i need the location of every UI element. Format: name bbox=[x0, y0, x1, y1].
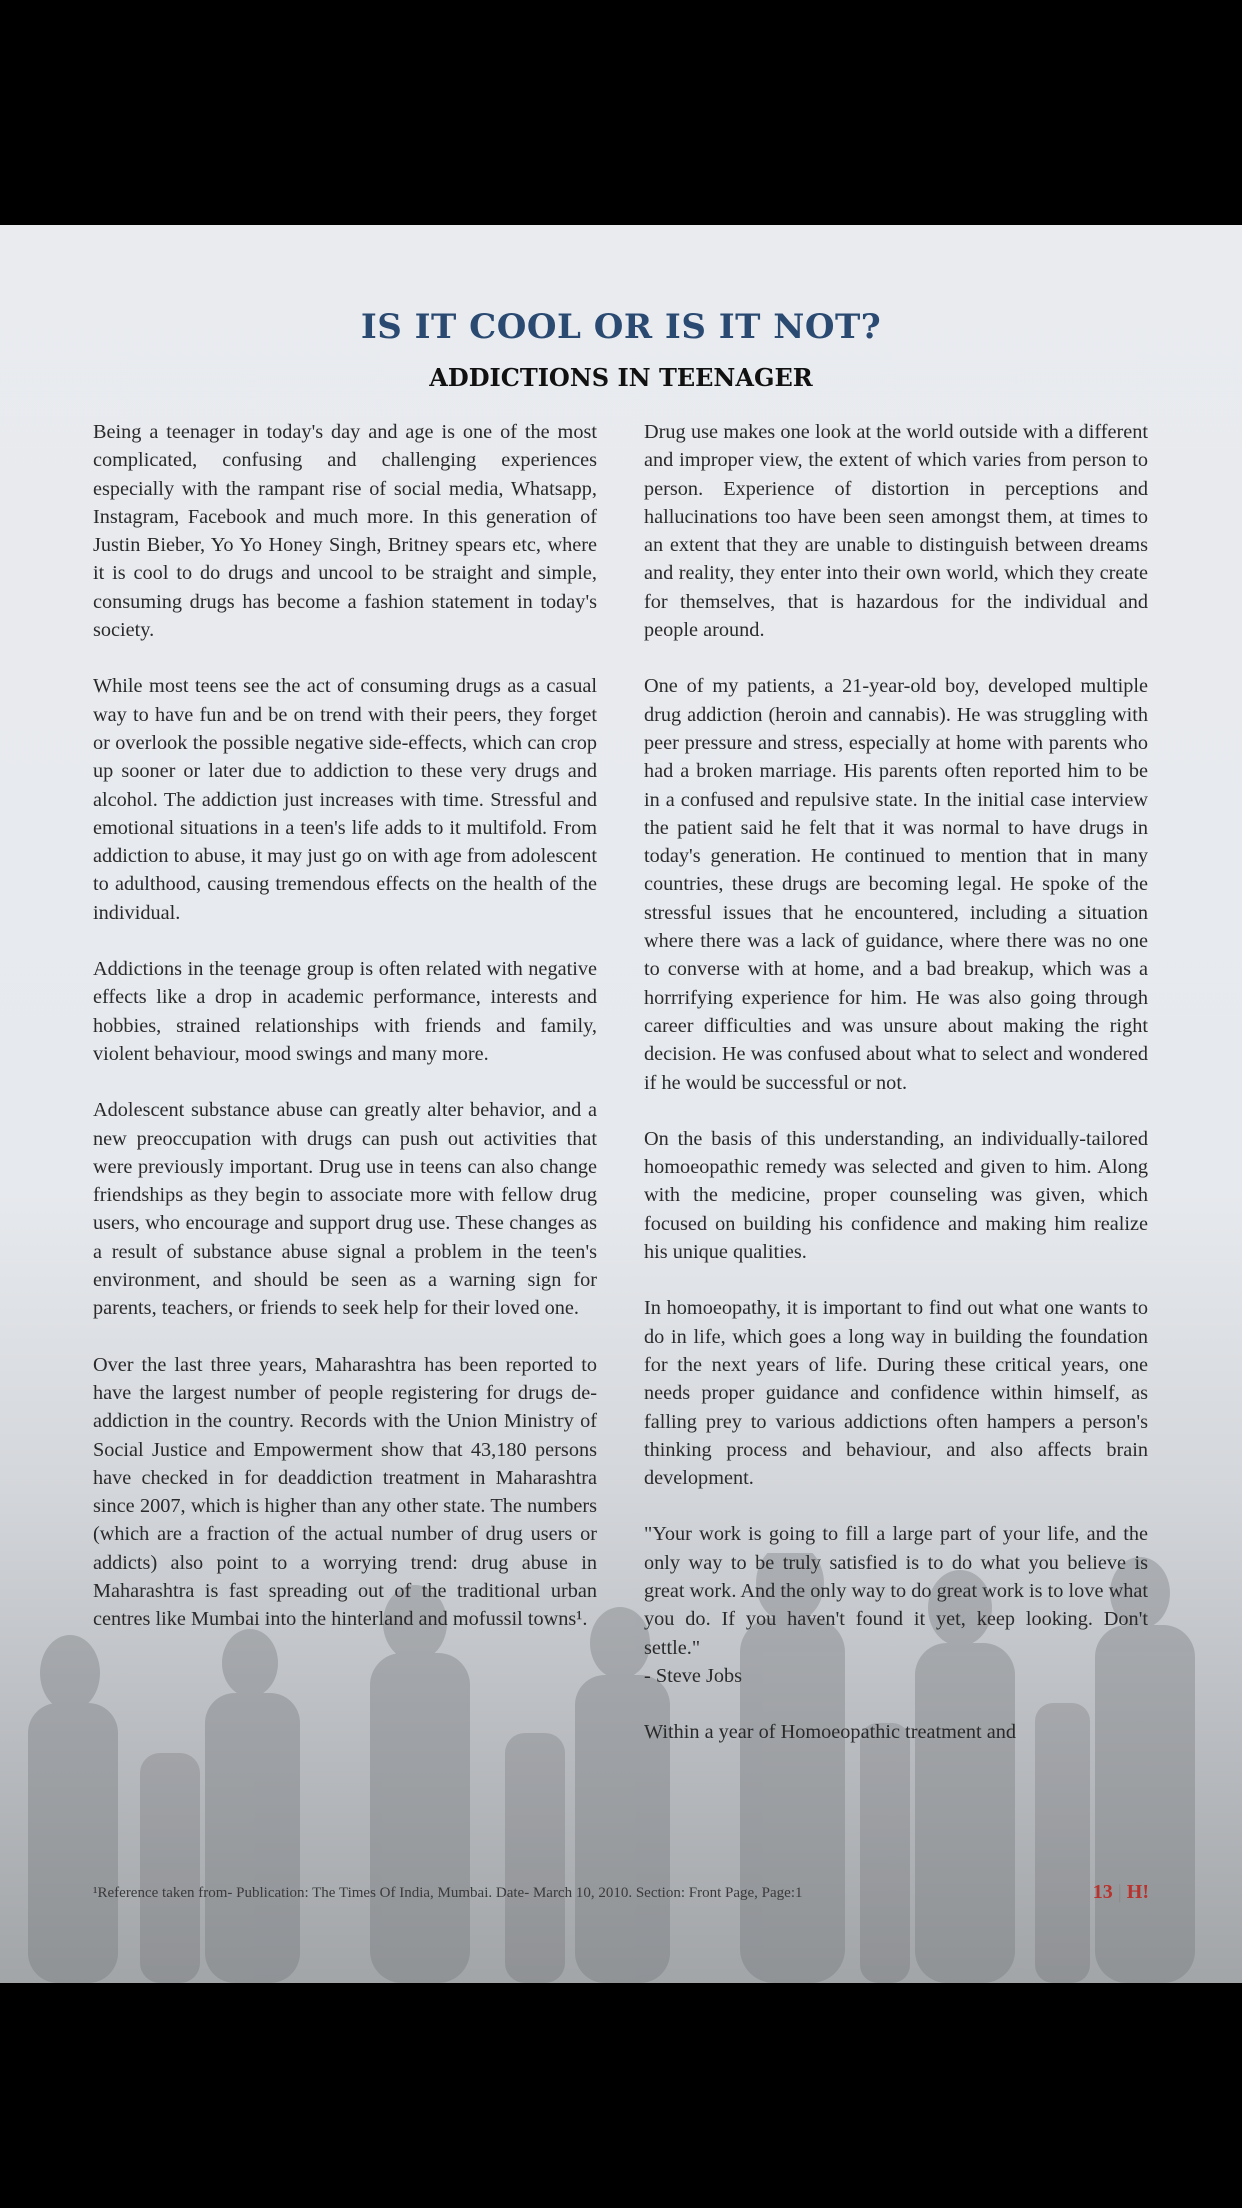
paragraph: One of my patients, a 21-year-old boy, developed multiple drug addiction (heroin and cannabis). He was struggling with peer pressure and stress, especially at home with parents who had a broken marriage. His parents often reported him to be in a confused and repulsive state. In the initial case interview the patient said he felt that it was normal to have drugs in today's generation. He continued to mention that in many countries, these drugs are becoming legal. He spoke of the stressful issues that he encountered, including a situation where there was a lack of guidance, where there was no one to converse with at home, and a bad breakup, which was a horrrifying experience for him. He was also going through career difficulties and was unsure about making the right decision. He was confused about what to select and wondered if he would be successful or not. bbox=[644, 675, 1148, 1094]
paragraph: On the basis of this understanding, an individually-tailored homoeopathic remedy was selected and given to him. Along with the medicine, proper counseling was given, which focused on building his confidence and making him realize his unique qualities. bbox=[644, 1127, 1148, 1264]
magazine-logo-mark: H! bbox=[1126, 1881, 1149, 1903]
quote-text: "Your work is going to fill a large part of your life, and the only way to be truly satisfied is to do what you believe is great work. And the only way to do great work is to love what you do. If you haven't found it yet, keep looking. Don't settle." bbox=[644, 1523, 1148, 1659]
paragraph: In homoeopathy, it is important to find out what one wants to do in life, which goes a long way in building the foundation for the next years of life. During these critical years, one needs proper guidance and confidence within himself, as falling prey to various addictions often hampers a person's thinking process and behaviour, and also affects brain development. bbox=[644, 1297, 1148, 1490]
paragraph: While most teens see the act of consuming drugs as a casual way to have fun and be on trend with their peers, they forget or overlook the possible negative side-effects, which can crop up sooner or later due to addiction to these very drugs and alcohol. The addiction just increases with time. Stressful and emotional situations in a teen's life adds to it multifold. From addiction to abuse, it may just go on with age from adolescent to adulthood, causing tremendous effects on the health of the individual. bbox=[93, 675, 597, 924]
paragraph: Being a teenager in today's day and age is one of the most complicated, confusing and challenging experiences especially with the rampant rise of social media, Whatsapp, Instagram, Facebook and much more. In this generation of Justin Bieber, Yo Yo Honey Singh, Britney spears etc, where it is cool to do drugs and uncool to be straight and simple, consuming drugs has become a fashion statement in today's society. bbox=[93, 421, 597, 642]
paragraph: Over the last three years, Maharashtra has been reported to have the largest number of people registering for drugs de-addiction in the country. Records with the Union Ministry of Social Justice and Empowerment show that 43,180 persons have checked in for deaddiction treatment in Maharashtra since 2007, which is higher than any other state. The numbers (which are a fraction of the actual number of drug users or addicts) also point to a worrying trend: drug abuse in Maharashtra is fast spreading out of the traditional urban centres like Mumbai into the hinterland and mofussil towns¹. bbox=[93, 1353, 597, 1631]
paragraph: Adolescent substance abuse can greatly alter behavior, and a new preoccupation with drugs can push out activities that were previously important. Drug use in teens can also change friendships as they begin to associate more with fellow drug users, who encourage and support drug use. These changes as a result of substance abuse signal a problem in the teen's environment, and should be seen as a warning sign for parents, teachers, or friends to seek help for their loved one. bbox=[93, 1099, 597, 1320]
article-subtitle: ADDICTIONS IN TEENAGER bbox=[429, 363, 813, 392]
article-title: IS IT COOL OR IS IT NOT? bbox=[360, 307, 882, 347]
continued-paragraph: Within a year of Homoeopathic treatment and bbox=[644, 1721, 1016, 1744]
left-column bbox=[93, 418, 597, 1662]
paragraph: Addictions in the teenage group is often related with negative effects like a drop in academic performance, interests and hobbies, strained relationships with friends and family, violent behaviour, mood swings and many more. bbox=[93, 958, 597, 1065]
footnote: ¹Reference taken from- Publication: The Times Of India, Mumbai. Date- March 10, 2010. Section: Front Page, Page:1 bbox=[93, 1885, 803, 1901]
quote-block bbox=[644, 1520, 1148, 1690]
right-column bbox=[644, 418, 1148, 1774]
page-number: 13 bbox=[1092, 1881, 1113, 1903]
paragraph: Drug use makes one look at the world outside with a different and improper view, the extent of which varies from person to person. Experience of distortion in perceptions and hallucinations too have been seen amongst them, at times to an extent that they are unable to distinguish between dreams and reality, they enter into their own world, which they create for themselves, that is hazardous for the individual and people around. bbox=[644, 421, 1148, 642]
magazine-page bbox=[0, 225, 1242, 1983]
page-marker bbox=[1093, 1881, 1149, 1904]
quote-author: - Steve Jobs bbox=[644, 1664, 743, 1687]
page-separator: | bbox=[1117, 1881, 1122, 1903]
